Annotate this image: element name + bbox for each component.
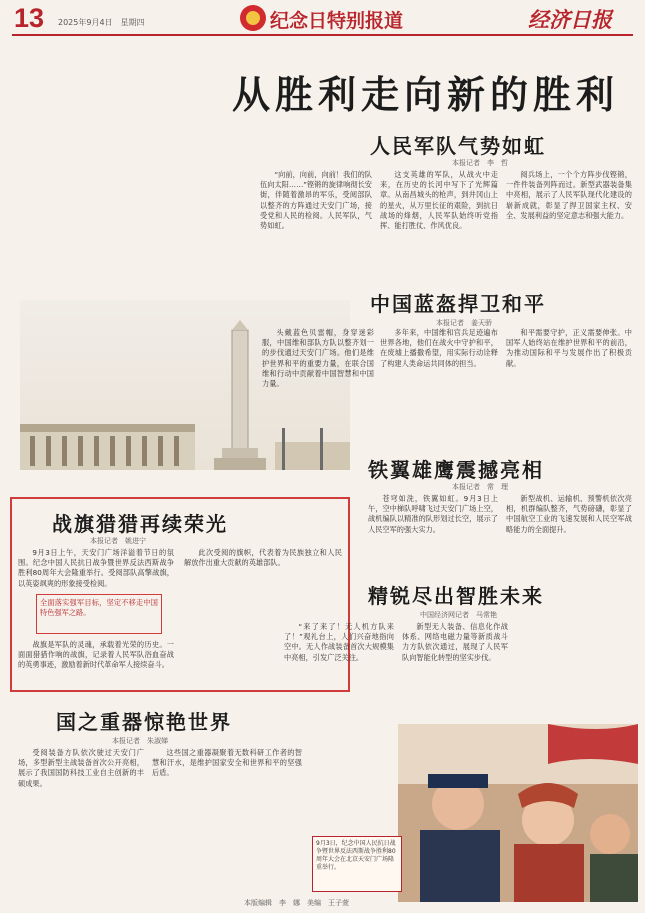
photo-caption: 9月3日，纪念中国人民抗日战争暨世界反法西斯战争胜利80周年大会在北京天安门广场隆重举行。 [312,836,402,892]
newspaper-masthead: 经济日报 [528,7,612,32]
article-title: 人民军队气势如虹 [370,134,546,158]
page-number: 13 [14,3,45,33]
article-byline: 本报记者 朱淑娣 [112,737,168,745]
commemoration-emblem-icon [240,5,266,31]
article-column: 多年来，中国维和官兵足迹遍布世界各地，他们在战火中守护和平，在废墟上播撒希望，用实际行动诠释了构建人类命运共同体的担当。 [380,328,498,368]
article-title: 精锐尽出智胜未来 [368,584,544,608]
article-byline: 本报记者 常 理 [452,483,508,491]
article-column: “向前，向前，向前！我们的队伍向太阳……”铿锵的旋律响彻长安街，伴随着激昂的军乐，受阅部队以整齐的方阵通过天安门广场，接受党和人民的检阅。人民军队，气势如虹。 [260,170,372,231]
page-footer: 本版编辑 李 娜 美编 王子萱 [244,899,349,907]
article-column: 新型无人装备、信息化作战体系、网络电磁力量等新质战斗力方队依次通过，展现了人民军队向智能化转型的坚实步伐。 [402,622,508,662]
article-title: 铁翼雄鹰震撼亮相 [368,458,544,482]
article-title: 中国蓝盔捍卫和平 [370,292,546,316]
article-column: 新型战机、运输机、预警机依次亮相，机群编队整齐，气势磅礴，彰显了中国航空工业的飞速发展和人民空军战略能力的全面提升。 [506,494,632,534]
main-headline: 从胜利走向新的胜利 [232,73,620,117]
article-column: 阅兵场上，一个个方阵步伐铿锵，一件件装备列阵而过。新型武器装备集中亮相，展示了人民军队现代化建设的崭新成就，彰显了捍卫国家主权、安全、发展利益的坚定意志和强大能力。 [506,170,632,220]
article-column: 9月3日上午，天安门广场洋溢着节日的氛围。纪念中国人民抗日战争暨世界反法西斯战争胜利80周年大会隆重举行。受阅部队高擎战旗，以英姿飒爽的形象接受检阅。 [18,548,174,588]
article-title: 战旗猎猎再续荣光 [52,512,228,536]
celebration-photo [398,724,638,902]
article-byline: 中国经济网记者 马常艳 [420,611,497,619]
highlight-quote: 全面落实强军目标，坚定不移走中国特色强军之路。 [40,598,158,618]
article-column: 战旗是军队的灵魂，承载着光荣的历史。一面面猎猎作响的战旗，记录着人民军队浴血奋战的英勇事迹，激励着新时代革命军人接续奋斗。 [18,640,174,670]
article-column: “来了来了！无人机方队来了！”观礼台上，人们兴奋地指向空中。无人作战装备首次大规模集中亮相，引发广泛关注。 [284,622,394,662]
article-column: 此次受阅的旗帜，代表着为民族独立和人民解放作出重大贡献的英雄部队。 [184,548,342,568]
article-byline: 本报记者 李 哲 [452,159,508,167]
article-column: 这些国之重器凝聚着无数科研工作者的智慧和汗水，是维护国家安全和世界和平的坚强后盾。 [152,748,302,778]
issue-date: 2025年9月4日 星期四 [58,18,145,27]
section-title: 纪念日特别报道 [270,10,404,32]
article-byline: 本报记者 姜天骄 [436,319,492,327]
people-illustration-icon [398,724,638,902]
article-column: 头戴蓝色贝雷帽，身穿迷彩服，中国维和部队方队以整齐划一的步伐通过天安门广场。他们是维护世界和平的重要力量，在联合国维和行动中贡献着中国智慧和中国力量。 [262,328,374,389]
article-column: 苍穹如洗，铁翼如虹。9月3日上午，空中梯队呼啸飞过天安门广场上空，战机编队以精准的队形划过长空，展示了人民空军的强大实力。 [368,494,498,534]
header-rule [12,34,633,36]
article-column: 和平需要守护，正义需要伸张。中国军人始终站在维护世界和平的前沿，为推动国际和平与发展作出了积极贡献。 [506,328,632,368]
article-column: 这支英雄的军队，从战火中走来，在历史的长河中写下了光辉篇章。从南昌城头的枪声，到井冈山上的星火，从万里长征的艰险，到抗日战场的烽烟，人民军队始终听党指挥、能打胜仗、作风优良。 [380,170,498,231]
article-title: 国之重器惊艳世界 [56,710,232,734]
article-column: 受阅装备方队依次驶过天安门广场，多型新型主战装备首次公开亮相，展示了我国国防科技工业自主创新的丰硕成果。 [18,748,144,788]
article-byline: 本报记者 姚进宁 [90,537,146,545]
